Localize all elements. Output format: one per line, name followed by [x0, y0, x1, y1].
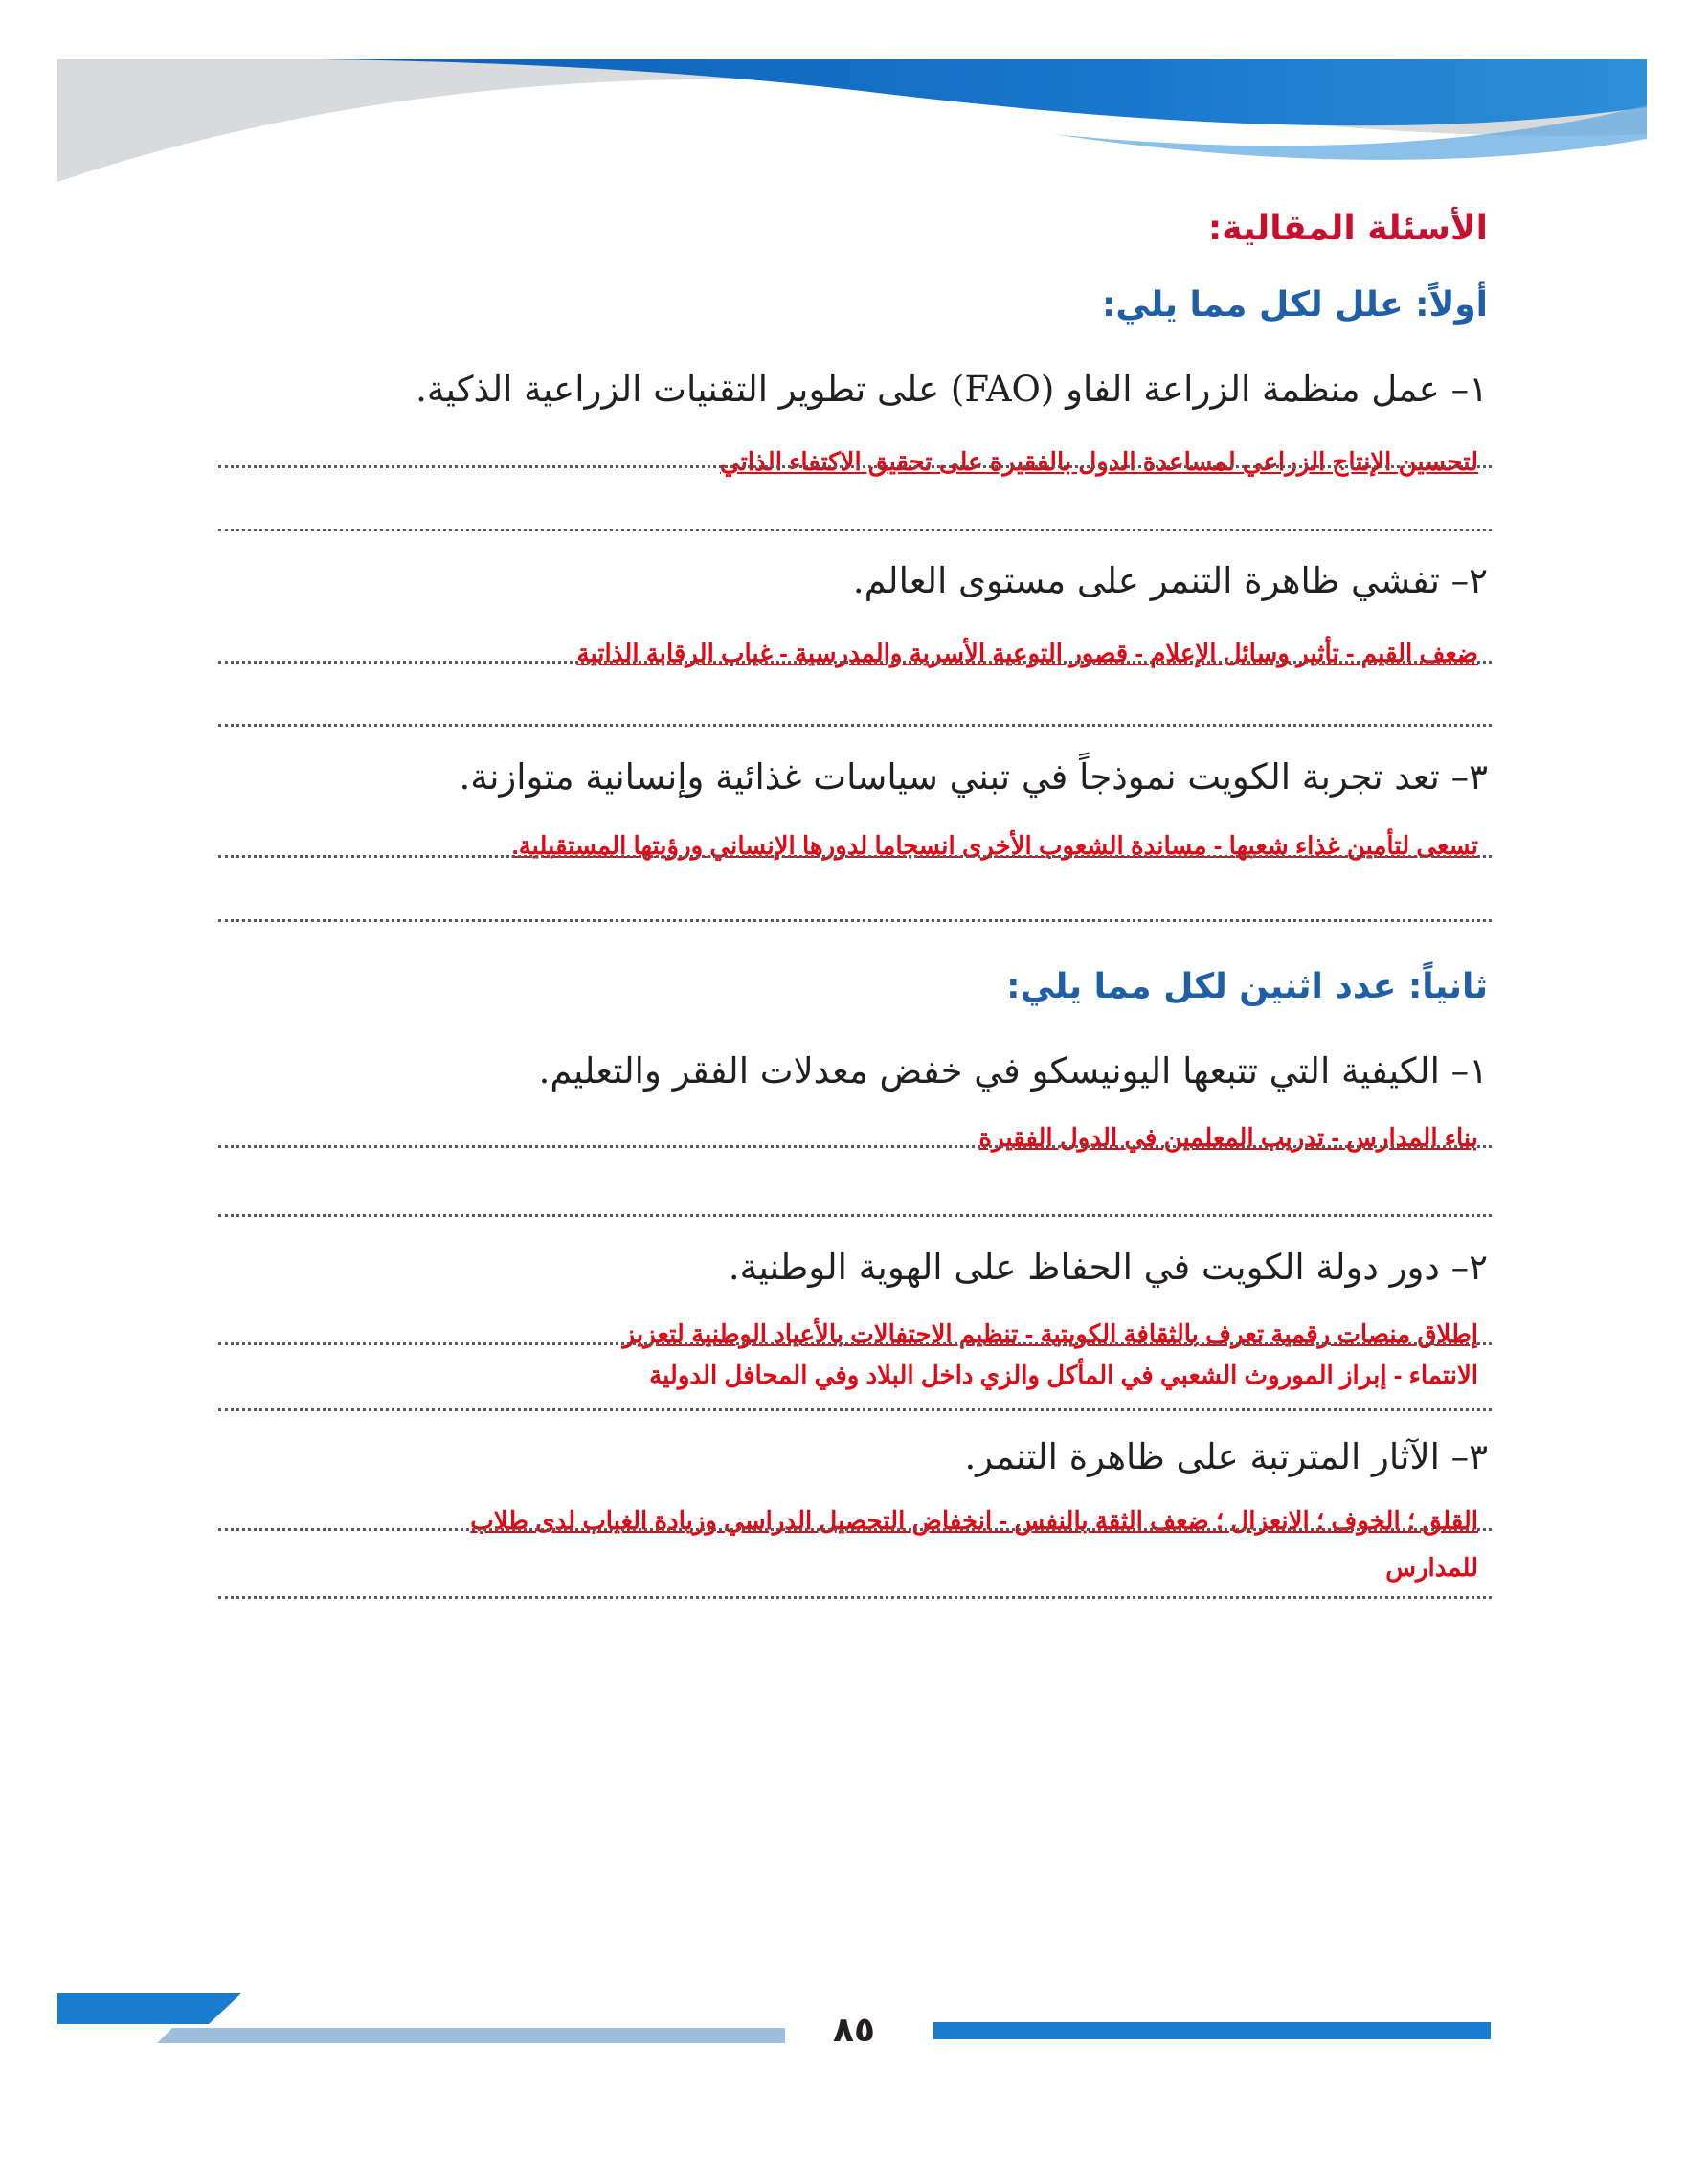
answer-line	[218, 529, 1492, 531]
answer-line	[218, 661, 1492, 664]
answer-line	[218, 1214, 1492, 1217]
answer-line	[218, 465, 1492, 468]
part2-question-2: ٢– دور دولة الكويت في الحفاظ على الهوية الوطنية.	[728, 1247, 1488, 1288]
part1-answer-1: لتحسين الإنتاج الزراعي لمساعدة الدول بالفقيرة على تحقيق الاكتفاء الذاتي	[720, 447, 1478, 476]
part2-answer-2-line1: إطلاق منصات رقمية تعرف بالثقافة الكويتية - تنظيم الاحتفالات بالأعياد الوطنية لتعزيز	[622, 1319, 1478, 1348]
part2-question-3: ٣– الآثار المترتبة على ظاهرة التنمر.	[964, 1436, 1488, 1477]
part1-question-1: ١– عمل منظمة الزراعة الفاو (FAO) على تطوير التقنيات الزراعية الذكية.	[416, 369, 1488, 410]
answer-line	[218, 1408, 1492, 1411]
part2-question-1: ١– الكيفية التي تتبعها اليونيسكو في خفض معدلات الفقر والتعليم.	[538, 1050, 1488, 1092]
part2-answer-2-line2: الانتماء - إبراز الموروث الشعبي في المأكل والزي داخل البلاد وفي المحافل الدولية	[649, 1361, 1478, 1389]
part1-question-3: ٣– تعد تجربة الكويت نموذجاً في تبني سياسات غذائية وإنسانية متوازنة.	[459, 756, 1488, 798]
answer-line	[218, 724, 1492, 727]
answer-line	[218, 1145, 1492, 1148]
part2-heading: ثانياً: عدد اثنين لكل مما يلي:	[1006, 967, 1488, 1006]
part2-answer-3-line1: القلق ؛ الخوف ؛ الانعزال ؛ ضعف الثقة بالنفس - انخفاض التحصيل الدراسي وزيادة الغياب لدى طلاب	[470, 1506, 1478, 1535]
part1-heading: أولاً: علل لكل مما يلي:	[1101, 285, 1488, 325]
page-number: ٨٥	[833, 2011, 875, 2050]
answer-line	[218, 855, 1492, 858]
part1-answer-2: ضعف القيم - تأثير وسائل الإعلام - قصور التوعية الأسرية والمدرسية - غياب الرقابة الذاتية	[576, 639, 1478, 667]
part1-answer-3: تسعى لتأمين غذاء شعبها - مساندة الشعوب الأخرى انسجاما لدورها الإنساني ورؤيتها المستقبلية.	[511, 831, 1478, 860]
answer-line	[218, 919, 1492, 922]
footer-left-stripe	[57, 1993, 785, 2043]
part1-question-2: ٢– تفشي ظاهرة التنمر على مستوى العالم.	[852, 560, 1488, 601]
answer-line	[218, 1596, 1492, 1599]
answer-line	[218, 1342, 1492, 1345]
part2-answer-3-line2: للمدارس	[1385, 1553, 1478, 1582]
part2-answer-1: بناء المدارس - تدريب المعلمين في الدول الفقيرة	[978, 1123, 1478, 1152]
answer-line	[218, 1528, 1492, 1531]
section-title: الأسئلة المقالية:	[1207, 209, 1488, 248]
footer-right-stripe	[933, 2022, 1491, 2039]
